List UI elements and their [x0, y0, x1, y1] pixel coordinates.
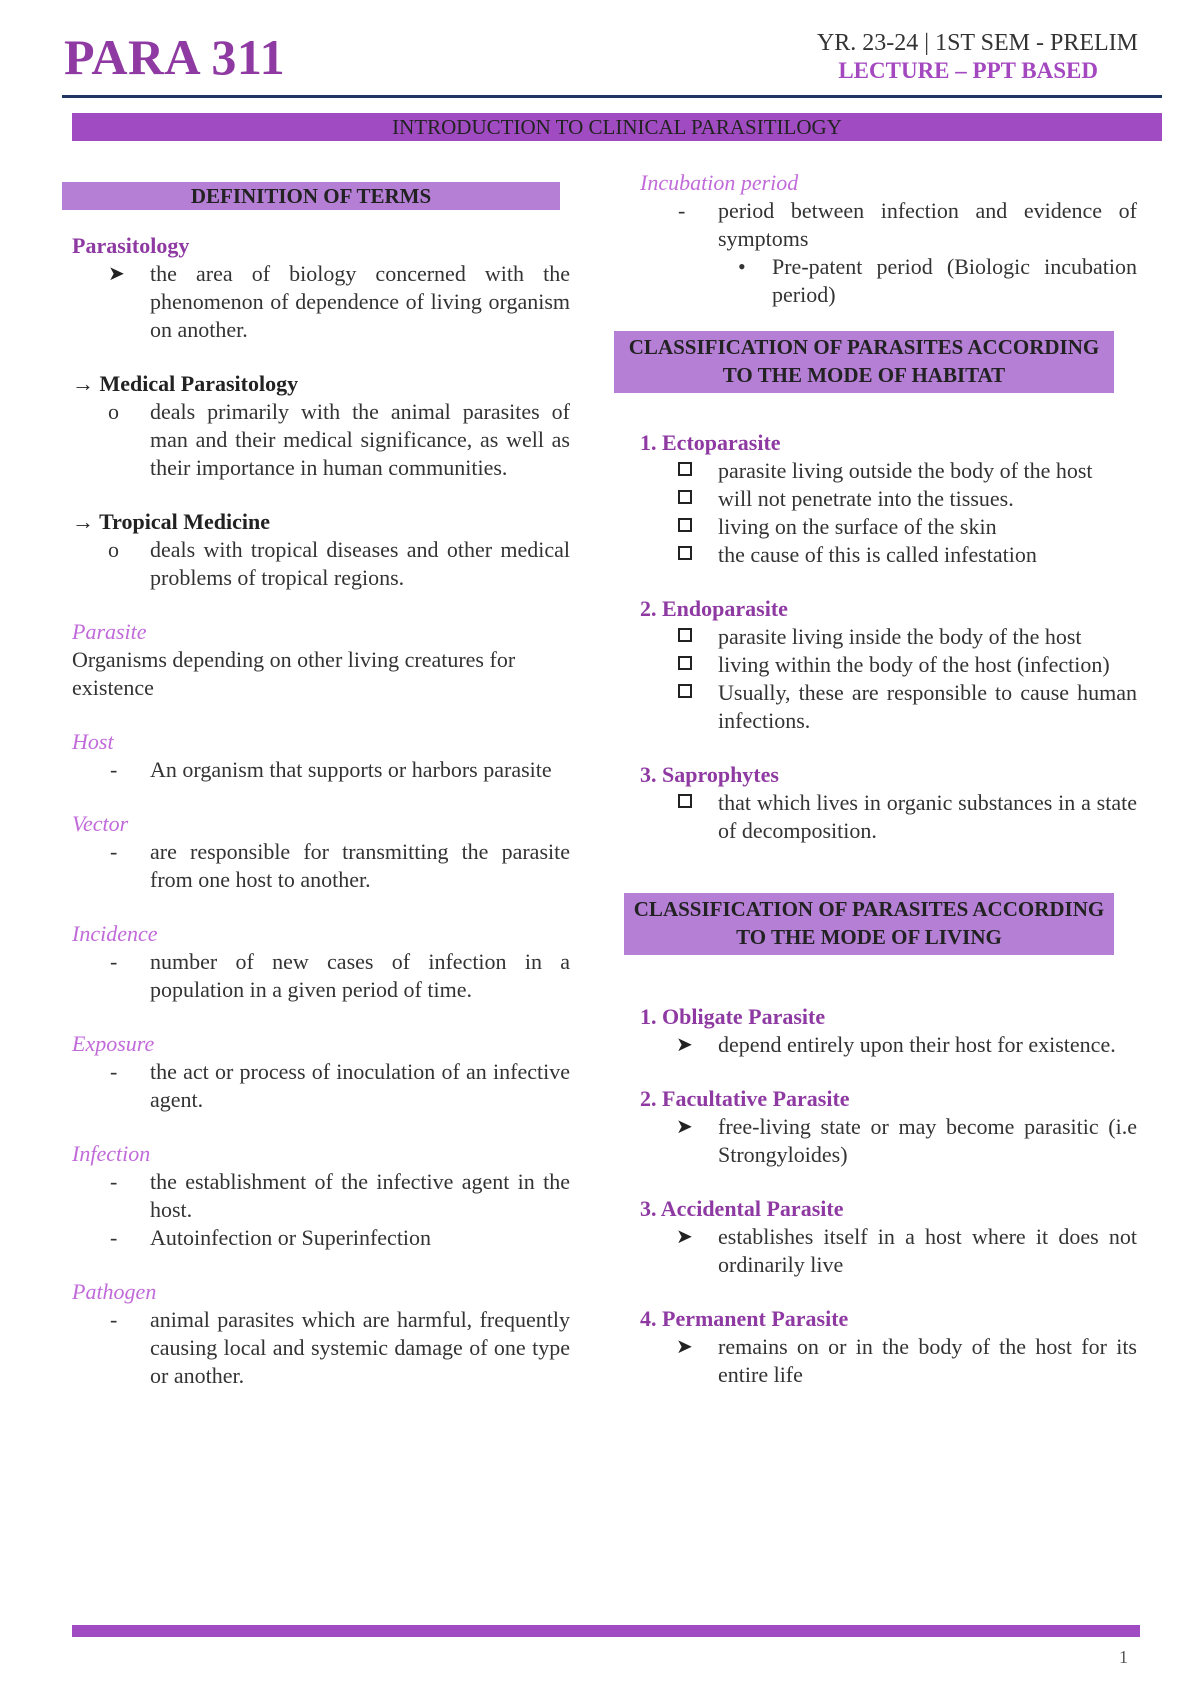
checkbox-icon — [678, 628, 692, 642]
header-rule — [62, 95, 1162, 98]
habitat-heading: CLASSIFICATION OF PARASITES ACCORDING TO THE MODE OF HABITAT — [614, 331, 1114, 393]
definition-item: - the establishment of the infective agent in the host. — [110, 1169, 570, 1222]
definition-item: - are responsible for transmitting the parasite from one host to another. — [110, 839, 570, 892]
checkbox-icon — [678, 490, 692, 504]
arrowhead-bullet-icon: ➤ — [676, 1336, 693, 1358]
term-pathogen: Pathogen — [72, 1279, 157, 1304]
list-item: ➤ depend entirely upon their host for existence. — [676, 1032, 1116, 1057]
definition-item: o deals primarily with the animal parasites of man and their medical significance, as well as their importance in human communities. — [108, 399, 570, 480]
sub-item: • Pre-patent period (Biologic incubation period) — [738, 254, 1137, 307]
checkbox-icon — [678, 546, 692, 560]
circle-bullet-icon: o — [108, 399, 119, 424]
accidental-title: 3. Accidental Parasite — [640, 1196, 844, 1221]
saprophytes-title: 3. Saprophytes — [640, 762, 779, 787]
checkbox-icon — [678, 794, 692, 808]
dash-bullet-icon: - — [110, 1225, 118, 1250]
dash-bullet-icon: - — [110, 949, 118, 974]
list-item: that which lives in organic substances in a state of decomposition. — [640, 789, 1137, 845]
term-parasite: Parasite — [72, 619, 147, 644]
list-item: ➤ free-living state or may become parasitic (i.e Strongyloides) — [676, 1114, 1137, 1167]
definition-item: - animal parasites which are harmful, frequently causing local and systemic damage of one type or another. — [110, 1307, 570, 1388]
checkbox-icon — [678, 462, 692, 476]
term-parasitology: Parasitology — [72, 233, 190, 258]
circle-bullet-icon: o — [108, 537, 119, 562]
definition-item: - number of new cases of infection in a population in a given period of time. — [110, 949, 570, 1002]
list-item: Usually, these are responsible to cause human infections. — [640, 679, 1137, 735]
term-medical-parasitology: → Medical Parasitology — [72, 371, 299, 396]
definition-item: - the act or process of inoculation of an infective agent. — [110, 1059, 570, 1112]
list-item: parasite living inside the body of the host — [640, 623, 1137, 651]
list-item: ➤ remains on or in the body of the host for its entire life — [676, 1334, 1137, 1387]
obligate-title: 1. Obligate Parasite — [640, 1004, 826, 1029]
ectoparasite-title: 1. Ectoparasite — [640, 430, 781, 455]
term-host: Host — [72, 729, 114, 754]
checkbox-icon — [678, 684, 692, 698]
definition-item: - Autoinfection or Superinfection — [110, 1225, 432, 1250]
definition-item: o deals with tropical diseases and other medical problems of tropical regions. — [108, 537, 570, 590]
left-column — [72, 182, 570, 1390]
permanent-title: 4. Permanent Parasite — [640, 1306, 849, 1331]
dash-bullet-icon: - — [110, 1307, 118, 1332]
dash-bullet-icon: - — [678, 198, 686, 223]
list-item: the cause of this is called infestation — [640, 541, 1137, 569]
definition-item: - An organism that supports or harbors parasite — [110, 757, 552, 782]
list-item: living on the surface of the skin — [640, 513, 1137, 541]
definition-text: Organisms depending on other living creatures for existence — [72, 647, 516, 700]
dash-bullet-icon: - — [110, 1169, 118, 1194]
living-heading: CLASSIFICATION OF PARASITES ACCORDING TO THE MODE OF LIVING — [624, 893, 1114, 955]
arrowhead-bullet-icon: ➤ — [676, 1034, 693, 1056]
term-incubation-period: Incubation period — [640, 170, 799, 195]
term-line: YR. 23-24 | 1ST SEM - PRELIM — [816, 30, 1138, 56]
arrowhead-bullet-icon: ➤ — [676, 1226, 693, 1248]
term-vector: Vector — [72, 811, 129, 836]
checkbox-icon — [678, 656, 692, 670]
course-code: PARA 311 — [64, 29, 286, 85]
definition-heading: DEFINITION OF TERMS — [62, 182, 560, 210]
dash-bullet-icon: - — [110, 1059, 118, 1084]
list-item: will not penetrate into the tissues. — [640, 485, 1137, 513]
lecture-line: LECTURE – PPT BASED — [838, 58, 1098, 83]
checkbox-icon — [678, 518, 692, 532]
list-item: ➤ establishes itself in a host where it does not ordinarily live — [676, 1224, 1137, 1277]
arrowhead-bullet-icon: ➤ — [676, 1116, 693, 1138]
term-infection: Infection — [72, 1141, 151, 1166]
term-exposure: Exposure — [72, 1031, 155, 1056]
page-number: 1 — [1119, 1647, 1128, 1667]
dash-bullet-icon: - — [110, 757, 118, 782]
list-item: parasite living outside the body of the host — [640, 457, 1137, 485]
dash-bullet-icon: - — [110, 839, 118, 864]
dot-bullet-icon: • — [738, 254, 746, 279]
term-tropical-medicine: → Tropical Medicine — [72, 509, 270, 534]
topic-banner: INTRODUCTION TO CLINICAL PARASITILOGY — [72, 113, 1162, 141]
footer-bar — [72, 1625, 1140, 1637]
facultative-title: 2. Facultative Parasite — [640, 1086, 850, 1111]
definition-item: - period between infection and evidence of symptoms — [678, 198, 1137, 251]
list-item: living within the body of the host (infection) — [640, 651, 1137, 679]
term-incidence: Incidence — [72, 921, 158, 946]
definition-item: ➤ the area of biology concerned with the phenomenon of dependence of living organism on another. — [108, 261, 570, 342]
endoparasite-title: 2. Endoparasite — [640, 596, 788, 621]
arrowhead-bullet-icon: ➤ — [108, 263, 125, 285]
right-column — [628, 169, 1137, 1389]
